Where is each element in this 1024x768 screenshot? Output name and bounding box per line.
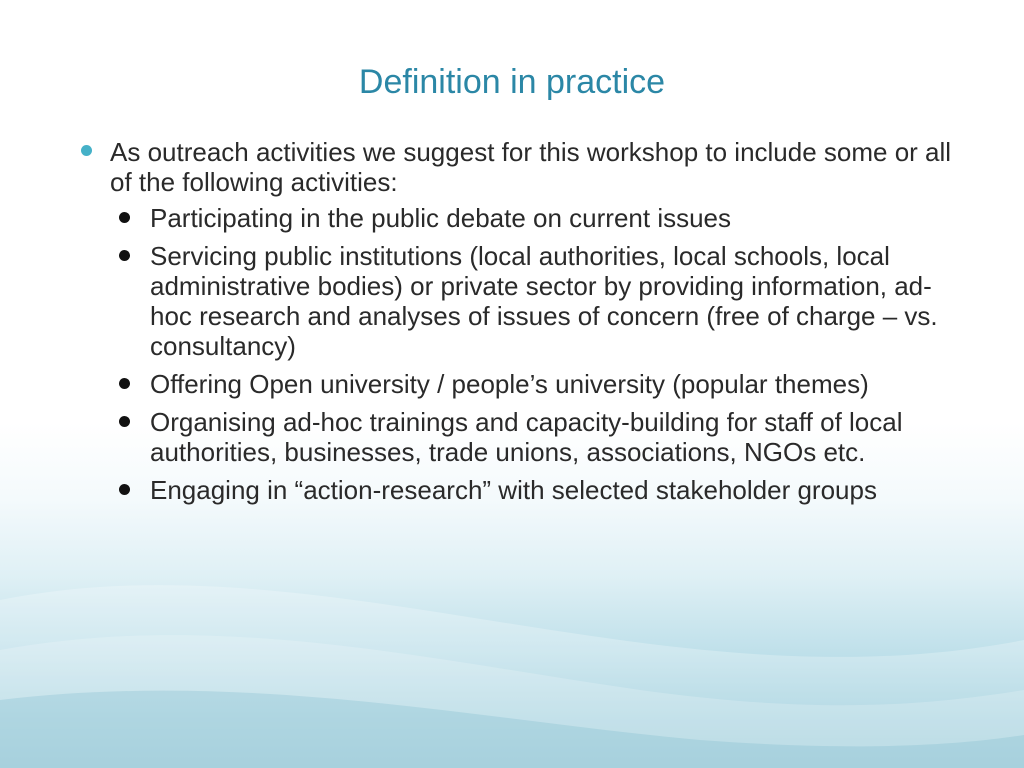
black-bullet-icon xyxy=(119,378,130,389)
black-bullet-icon xyxy=(119,250,130,261)
slide-title: Definition in practice xyxy=(358,63,666,101)
sub-bullet-item xyxy=(110,241,972,361)
sub-bullet-item xyxy=(110,203,972,233)
sub-bullet-text: Engaging in “action-research” with selected stakeholder groups xyxy=(150,475,877,505)
sub-bullet-item xyxy=(110,407,972,467)
teal-bullet-icon xyxy=(81,145,92,156)
sub-bullet-item xyxy=(110,369,972,399)
black-bullet-icon xyxy=(119,212,130,223)
main-bullet-item xyxy=(72,137,972,505)
sub-bullet-text: Offering Open university / people’s university (popular themes) xyxy=(150,369,869,399)
main-bullet-text: As outreach activities we suggest for this workshop to include some or all of the following activities: xyxy=(110,137,952,197)
sub-bullet-text: Participating in the public debate on current issues xyxy=(150,203,732,233)
sub-bullet-item xyxy=(110,475,972,505)
black-bullet-icon xyxy=(119,416,130,427)
black-bullet-icon xyxy=(119,484,130,495)
sub-bullet-list xyxy=(110,203,972,505)
sub-bullet-text: Servicing public institutions (local authorities, local schools, local administrative bodies) or private sector by providing information, ad-hoc research and analyses of issues of concern (free of charge – vs. consultancy) xyxy=(150,241,938,361)
sub-bullet-text: Organising ad-hoc trainings and capacity-building for staff of local authorities, businesses, trade unions, associations, NGOs etc. xyxy=(150,407,903,467)
bullet-list xyxy=(72,137,972,513)
